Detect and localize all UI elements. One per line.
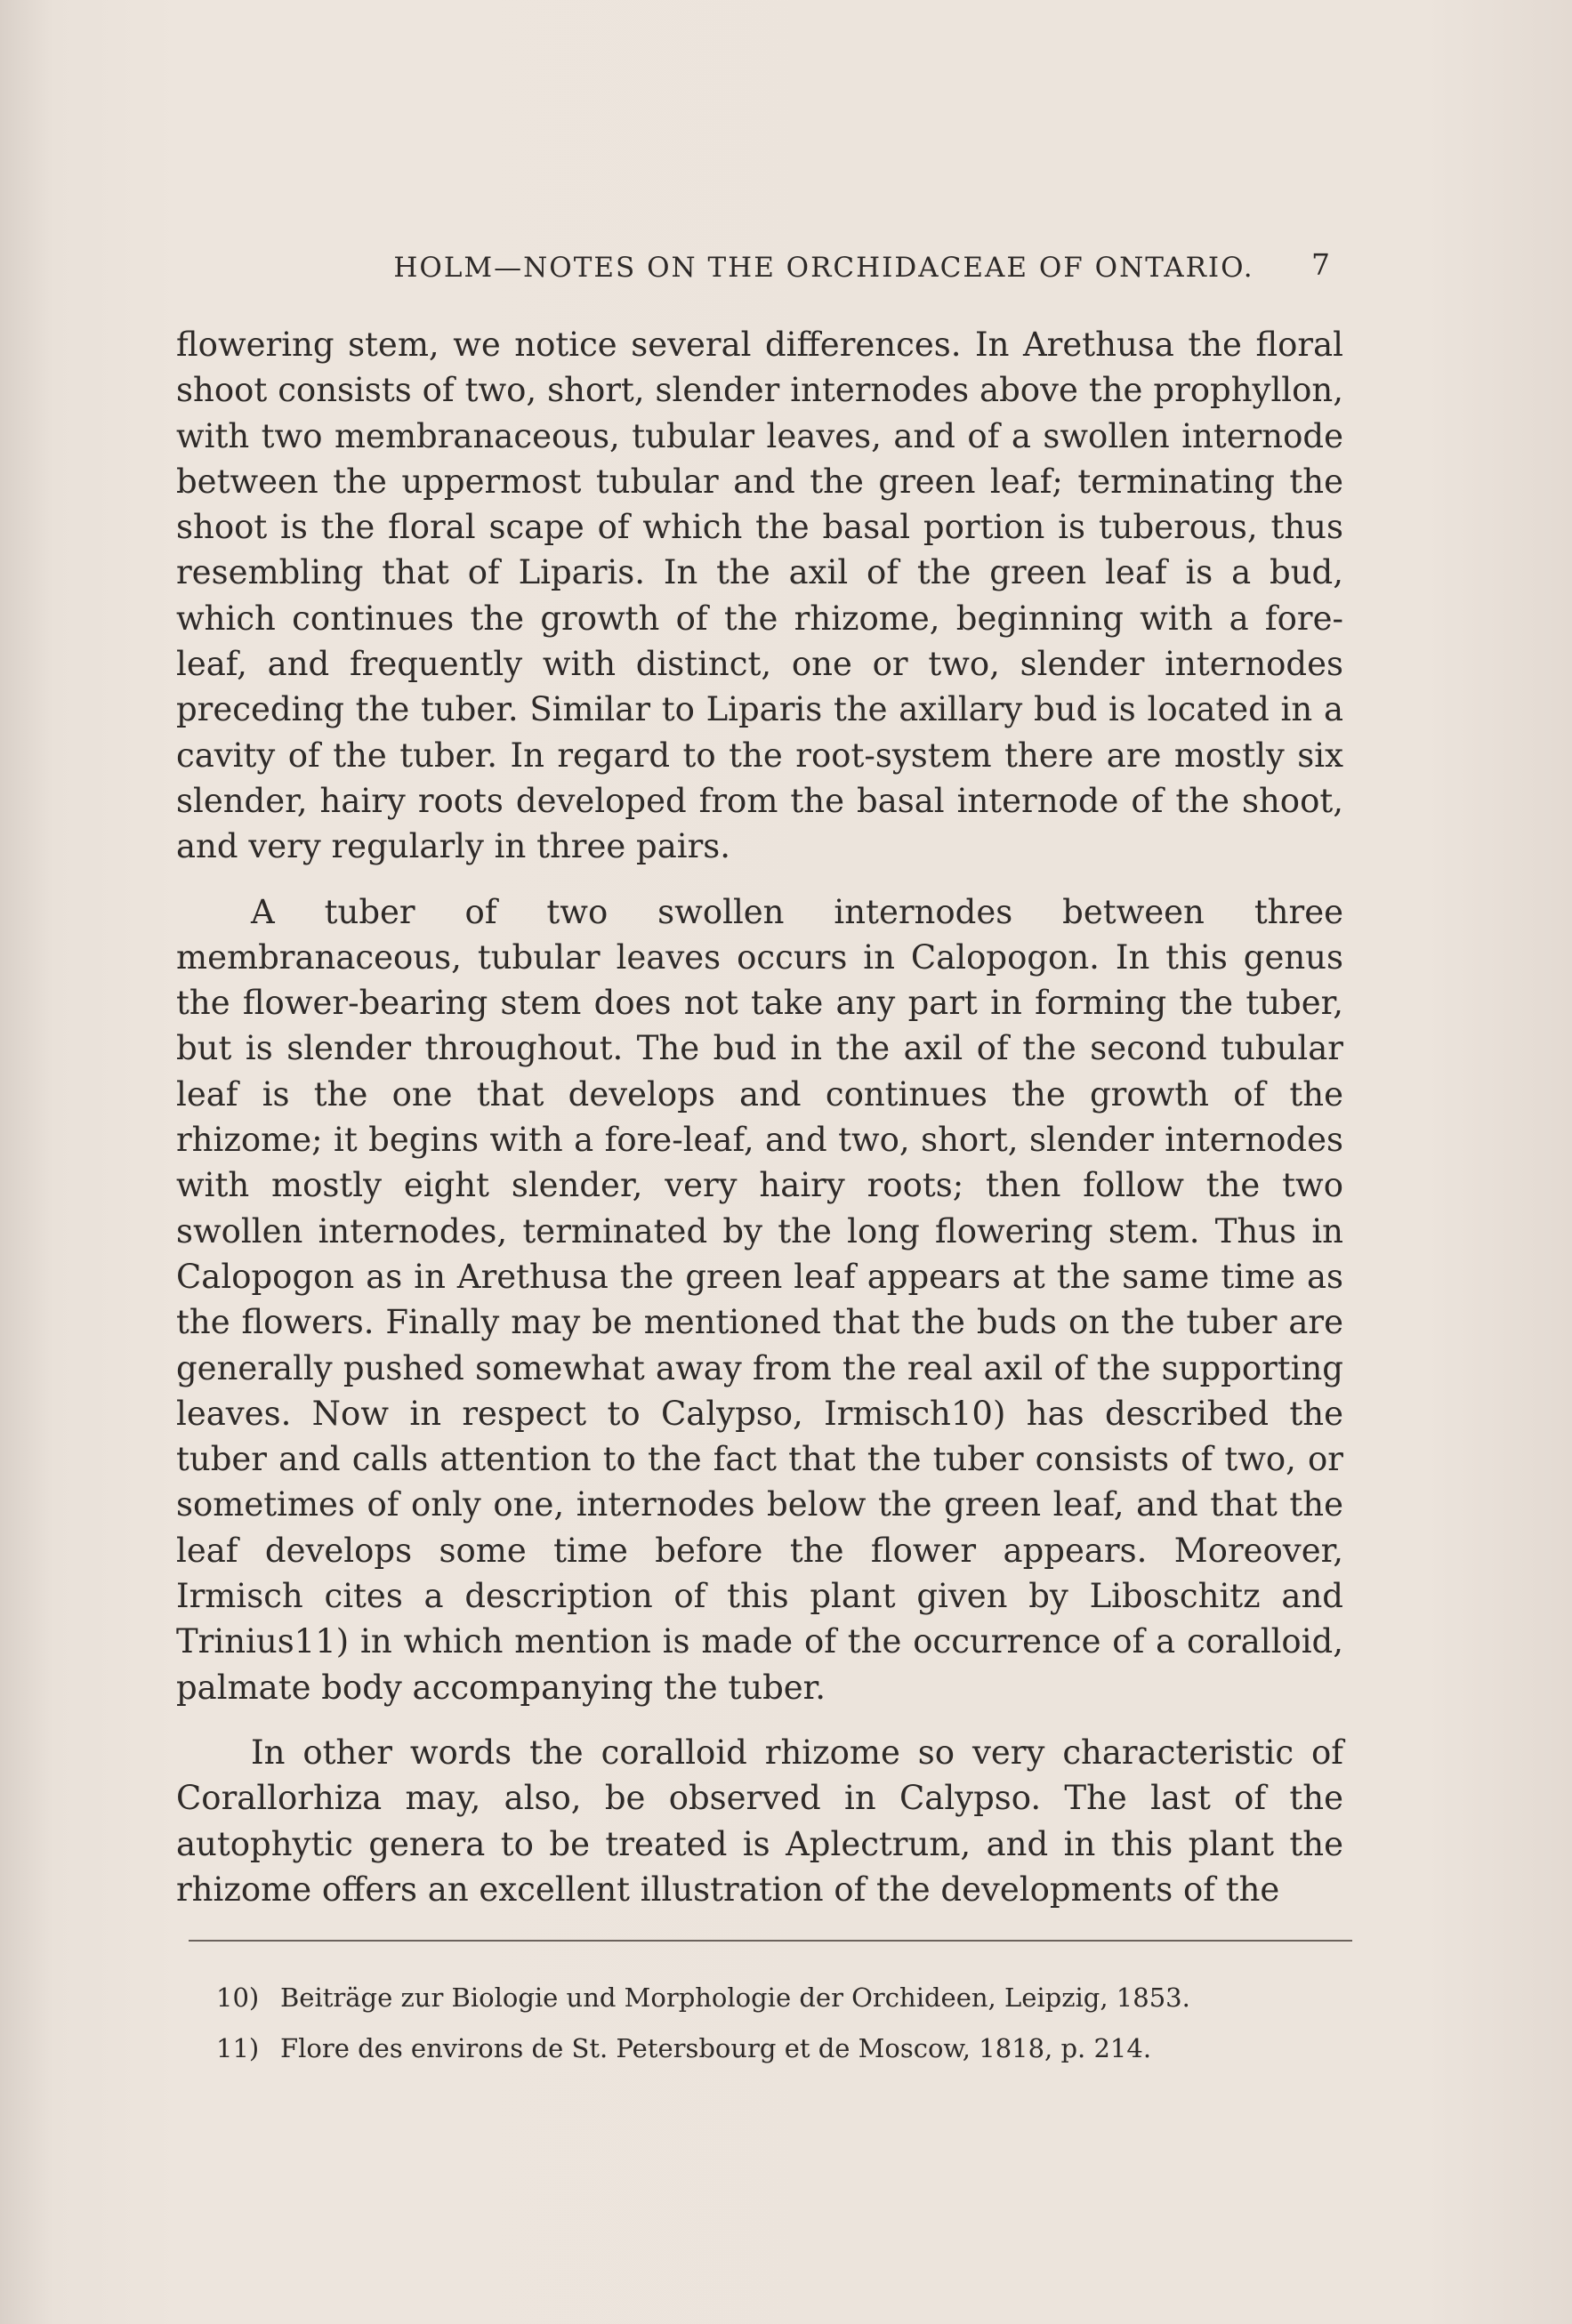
footnote xyxy=(216,2023,1319,2074)
paragraph: flowering stem, we notice several differences. In Arethusa the floral shoot consists of two, short, slender internodes above the prophyllon, with two membranaceous, tubular leaves, and of a swollen internode between the uppermost tubular and the green leaf; terminating the shoot is the floral scape of which the basal portion is tuberous, thus resembling that of Liparis. In the axil of the green leaf is a bud, which continues the growth of the rhizome, beginning with a fore-leaf, and frequently with distinct, one or two, slender internodes preceding the tuber. Similar to Liparis the axillary bud is located in a cavity of the tuber. In regard to the root-system there are mostly six slender, hairy roots developed from the basal internode of the shoot, and very regularly in three pairs. xyxy=(176,326,1343,866)
running-title: HOLM—NOTES ON THE ORCHIDACEAE OF ONTARIO. xyxy=(393,252,1254,284)
paragraph: A tuber of two swollen internodes between three membranaceous, tubular leaves occurs in Calopogon. In this genus the flower-bearing stem does not take any part in forming the tuber, but is slender throughout. The bud in the axil of the second tubular leaf is the one that develops and continues the growth of the rhizome; it begins with a fore-leaf, and two, short, slender internodes with mostly eight slender, very hairy roots; then follow the two swollen internodes, terminated by the long flowering stem. Thus in Calopogon as in Arethusa the green leaf appears at the same time as the flowers. Finally may be mentioned that the buds on the tuber are generally pushed somewhat away from the real axil of the supporting leaves. Now in respect to Calypso, Irmisch10) has described the tuber and calls attention to the fact that the tuber consists of two, or sometimes of only one, internodes below the green leaf, and that the leaf develops some time before the flower appears. Moreover, Irmisch cites a description of this plant given by Liboschitz and Trinius11) in which mention is made of the occurrence of a coralloid, palmate body accompanying the tuber. xyxy=(176,892,1343,1707)
footnotes xyxy=(216,1973,1319,2074)
footnote xyxy=(216,1973,1319,2023)
footnote-text: Beiträge zur Biologie und Morphologie der Orchideen, Leipzig, 1853. xyxy=(280,1982,1190,2013)
footnote-text: Flore des environs de St. Petersbourg et de Moscow, 1818, p. 214. xyxy=(280,2033,1152,2063)
page-number: 7 xyxy=(1311,247,1330,282)
footnote-divider xyxy=(189,1940,1352,1942)
footnote-number: 11) xyxy=(216,2033,260,2063)
footnote-number: 10) xyxy=(216,1982,260,2013)
body-text xyxy=(176,322,1343,1912)
paragraph: In other words the coralloid rhizome so very characteristic of Corallorhiza may, also, be observed in Calypso. The last of the autophytic genera to be treated is Aplectrum, and in this plant the rhizome offers an excellent illustration of the developments of the xyxy=(176,1733,1343,1909)
